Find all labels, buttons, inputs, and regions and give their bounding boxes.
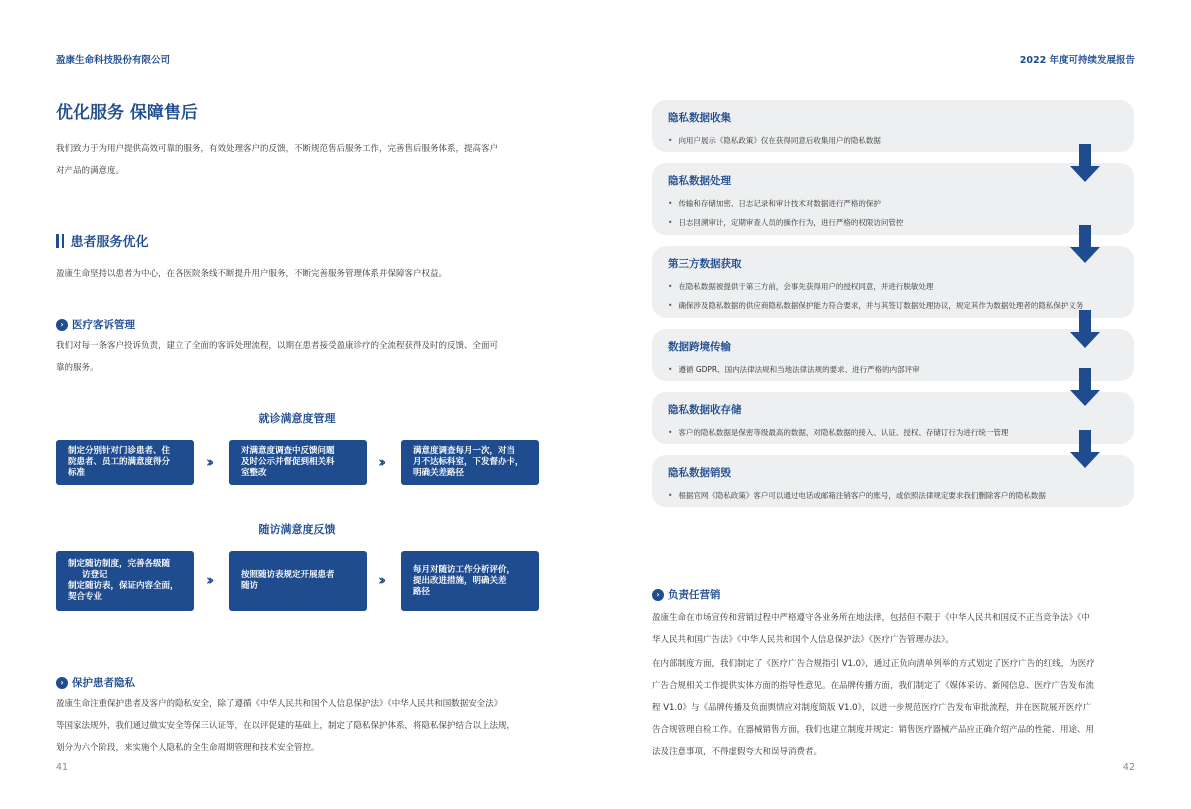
arrow-down-icon [1070, 430, 1100, 468]
flow-box [56, 551, 194, 611]
text-line: 法及注意事项，不得虚假夸大和误导消费者。 [652, 747, 823, 757]
text-line: 广告合规相关工作提供实体方面的指导性意见。在品牌传播方面，我们制定了《媒体采访、新闻信息、医疗广告发布流 [652, 681, 1095, 691]
section-bar-icon [62, 234, 64, 248]
privacy-stage-card [652, 392, 1134, 444]
arrow-down-icon [1070, 144, 1100, 182]
chevron-right-icon: › [652, 589, 664, 601]
text-line: 划分为六个阶段，来实施个人隐私的全生命周期管理和技术安全管控。 [56, 743, 320, 753]
box-line: 及时公示并督促到相关科 [241, 457, 335, 467]
section-text: 盈康生命坚持以患者为中心，在各医院条线不断提升用户服务，不断完善服务管理体系并保障客户权益。 [56, 269, 448, 279]
page-number: 41 [56, 762, 69, 773]
privacy-stage-card [652, 455, 1134, 507]
chevron-right-icon: › [56, 319, 68, 331]
card-title: 数据跨境传输 [668, 341, 731, 353]
box-line: 提出改进措施，明确关差 [413, 575, 507, 586]
card-item: • 传输和存储加密、日志记录和审计技术对数据进行严格的保护 [668, 194, 1118, 213]
text-line: 对产品的满意度。 [56, 166, 125, 176]
box-line: 随访 [241, 581, 259, 591]
subsection-heading [652, 587, 721, 602]
page-title: 优化服务 保障售后 [56, 103, 198, 123]
text-line: 盈康生命在市场宣传和营销过程中严格遵守各业务所在地法律，包括但不限于《中华人民共和国反不正当竞争法》《中 [652, 613, 1090, 623]
text-line: 华人民共和国广告法》《中华人民共和国个人信息保护法》《医疗广告管理办法》。 [652, 635, 954, 645]
card-item: • 向用户展示《隐私政策》仅在获得同意后收集用户的隐私数据 [668, 131, 1118, 150]
box-line: 制定随访表，保证内容全面， [68, 581, 179, 591]
arrow-down-icon [1070, 368, 1100, 406]
box-line: 制定分别针对门诊患者、住 [68, 446, 171, 456]
section-heading [56, 231, 149, 250]
text-line: 程 V1.0》与《品牌传播及负面舆情应对制度简版 V1.0》，以进一步规范医疗广告发布审批流程，并在医院展开医疗广 [652, 703, 1092, 713]
box-line: 每月对随访工作分析评价， [413, 564, 516, 575]
intro-paragraph [56, 138, 546, 182]
text-line: 我们致力于为用户提供高效可靠的服务，有效处理客户的反馈，不断规范售后服务工作，完善售后服务体系，提高客户 [56, 144, 499, 154]
box-line: 明确关差路径 [413, 468, 465, 478]
company-name: 盈康生命科技股份有限公司 [56, 55, 171, 66]
subsection-heading [56, 675, 135, 690]
card-title: 隐私数据处理 [668, 175, 731, 187]
subsection-title: 医疗客诉管理 [72, 319, 135, 331]
arrow-down-icon [1070, 225, 1100, 263]
marketing-paragraph [652, 607, 1136, 651]
text-line: 靠的服务。 [56, 363, 99, 373]
subsection-heading [56, 317, 135, 332]
card-title: 隐私数据收集 [668, 112, 731, 124]
card-title: 隐私数据销毁 [668, 467, 731, 479]
box-line: 制定随访制度，完善各级随 [68, 559, 171, 569]
marketing-paragraph [652, 653, 1136, 763]
card-item: • 根据官网《隐私政策》客户可以通过电话或邮箱注销客户的账号，或依照法律规定要求我们删除客户的隐私数据 [668, 486, 1118, 505]
text-line: 我们对每一条客户投诉负责，建立了全面的客诉处理流程，以期在患者接受盈康诊疗的全流程获得及时的反馈、全面可 [56, 341, 499, 351]
box-line: 标准 [68, 468, 86, 478]
card-item: • 客户的隐私数据是保密等级最高的数据，对隐私数据的接入、认证、授权、存储订行为进行统一管理 [668, 423, 1118, 442]
double-chevron-icon: ›› [378, 571, 383, 589]
text-line: 盈康生命注重保护患者及客户的隐私安全，除了遵循《中华人民共和国个人信息保护法》《中华人民共和国数据安全法》 [56, 699, 503, 709]
privacy-stage-card [652, 100, 1134, 152]
chevron-right-icon: › [56, 677, 68, 689]
privacy-stage-card [652, 329, 1134, 381]
subsection-title: 保护患者隐私 [72, 677, 135, 689]
double-chevron-icon: ›› [206, 571, 211, 589]
double-chevron-icon: ›› [206, 453, 211, 471]
card-item: • 遵循 GDPR、国内法律法规和当地法律法规的要求、进行严格的内部评审 [668, 360, 1118, 379]
box-line: 月不达标科室，下发督办卡， [413, 457, 524, 467]
box-line: 契合专业 [68, 592, 103, 602]
subsection-title: 负责任营销 [668, 589, 721, 601]
flow-box [401, 440, 539, 485]
text-line: 等国家法规外，我们通过做实安全等保三认证等，在以评促建的基础上，制定了隐私保护体系，将隐私保护结合以上法规， [56, 721, 516, 731]
report-title: 2022 年度可持续发展报告 [1019, 55, 1135, 66]
box-line: 路径 [413, 586, 431, 597]
box-line: 访登记 [82, 570, 108, 580]
flow-box [229, 551, 367, 611]
box-line: 室整改 [241, 468, 267, 478]
privacy-stage-card [652, 246, 1134, 318]
card-title: 第三方数据获取 [668, 258, 742, 270]
text-line: 告合规管理自检工作。在器械销售方面，我们也建立制度并规定：销售医疗器械产品应正确介绍产品的性能、用途、用 [652, 725, 1095, 735]
text-line: 在内部制度方面，我们制定了《医疗广告合规指引 V1.0》，通过正负向清单列举的方式划定了医疗广告的红线，为医疗 [652, 659, 1095, 669]
box-line: 院患者、员工的满意度得分 [68, 457, 171, 467]
box-line: 对满意度调查中反馈问题 [241, 446, 335, 456]
card-item: • 日志回溯审计，定期审查人员的操作行为，进行严格的权限访问管控 [668, 213, 1118, 232]
box-line: 满意度调查每月一次，对当 [413, 446, 516, 456]
flow-box [56, 440, 194, 485]
privacy-stage-card [652, 163, 1134, 235]
privacy-paragraph [56, 693, 546, 759]
card-title: 隐私数据收存储 [668, 404, 742, 416]
flow-title: 随访满意度反馈 [258, 523, 336, 536]
double-chevron-icon: ›› [378, 453, 383, 471]
flow-box [229, 440, 367, 485]
flow-box [401, 551, 539, 611]
card-item: • 确保涉及隐私数据的供应商隐私数据保护能力符合要求，并与其签订数据处理协议，规定其作为数据处理者的隐私保护义务 [668, 296, 1118, 315]
box-line: 按照随访表规定开展患者 [241, 570, 335, 580]
section-bar-icon [56, 234, 59, 248]
complaint-paragraph [56, 335, 546, 379]
arrow-down-icon [1070, 310, 1100, 348]
card-item: • 在隐私数据被提供于第三方前，会事先获得用户的授权同意，并进行脱敏处理 [668, 277, 1118, 296]
flow-title: 就诊满意度管理 [258, 412, 336, 425]
section-title: 患者服务优化 [70, 235, 149, 250]
page-number: 42 [1122, 762, 1135, 773]
